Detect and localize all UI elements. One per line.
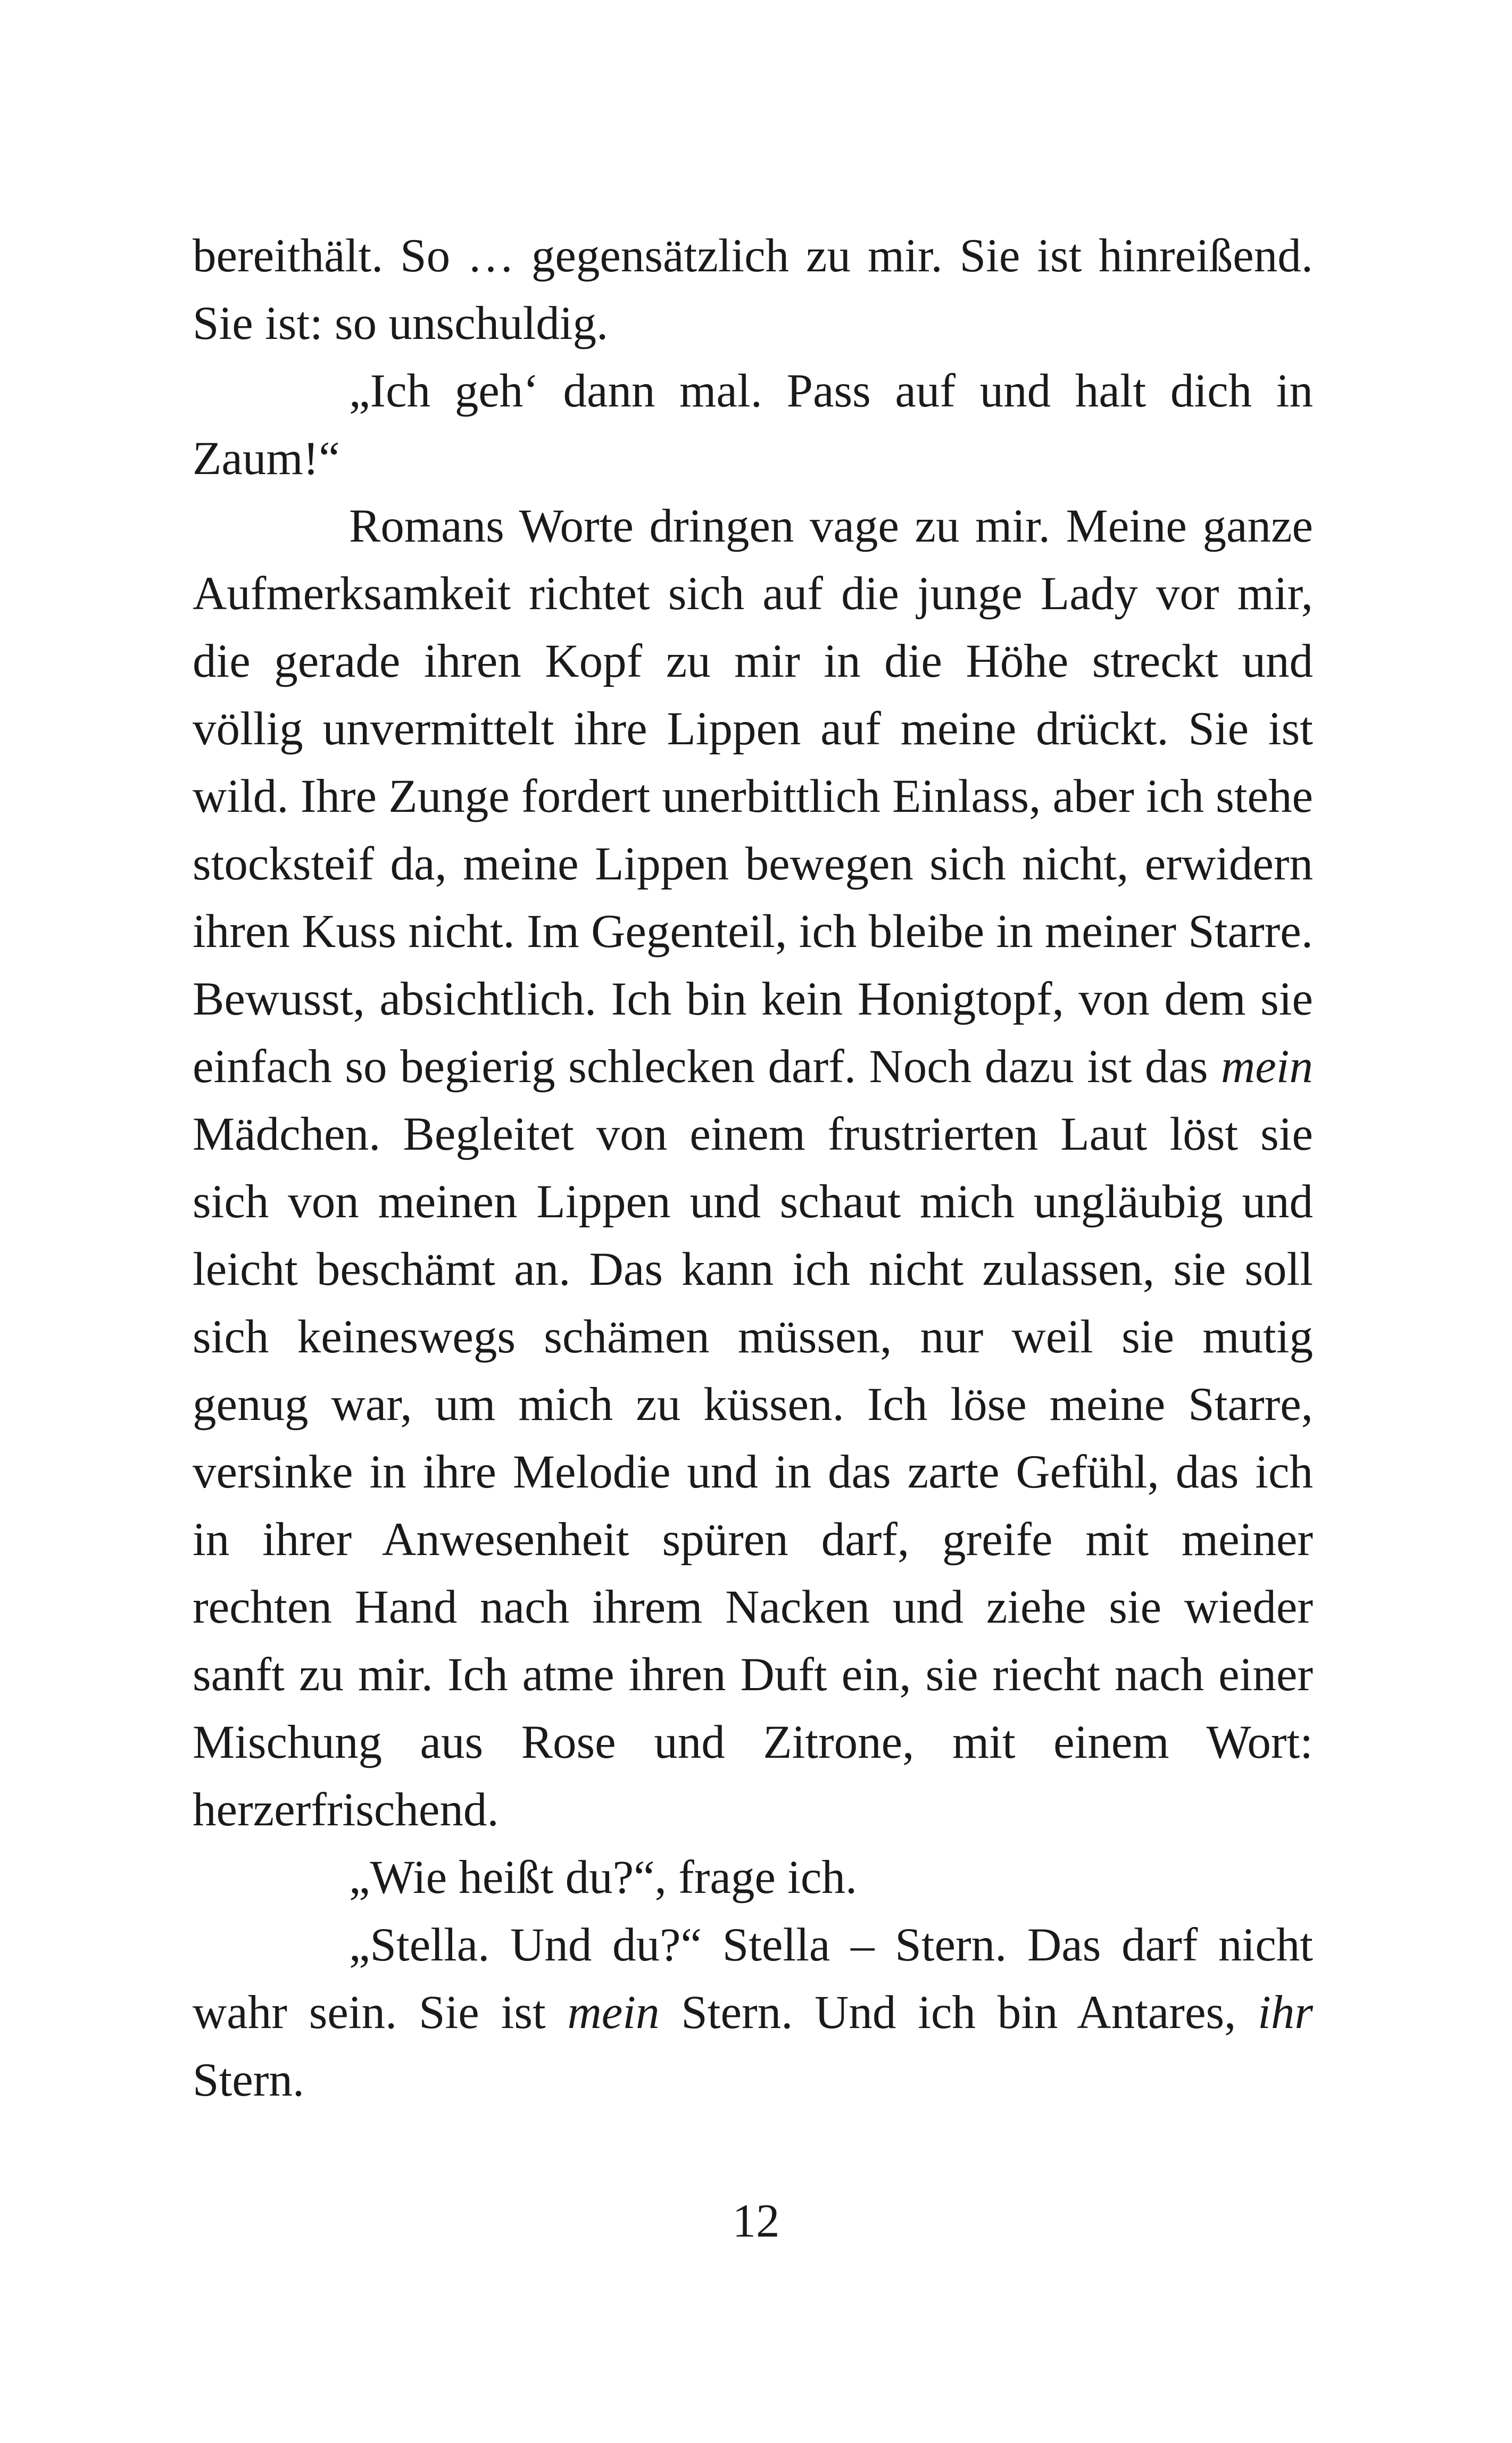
paragraph — [193, 1912, 1313, 2114]
text-run: bereithält. So … gegensätzlich zu mir. Sie ist hinreißend. Sie ist: so unschuldig. — [193, 230, 1313, 350]
emphasis-text: mein — [567, 1987, 660, 2039]
text-run: Stern. Und ich bin Antares, — [659, 1987, 1258, 2039]
text-run: Stern. — [193, 2054, 305, 2106]
page-number: 12 — [732, 2195, 780, 2247]
emphasis-text: ihr — [1258, 1987, 1313, 2039]
text-run: „Ich geh‘ dann mal. Pass auf und halt dich in Zaum!“ — [193, 365, 1313, 485]
text-run: Romans Worte dringen vage zu mir. Meine ganze Aufmerksamkeit richtet sich auf die junge Lady vor mir, die gerade ihren Kopf zu mir in die Höhe streckt und völlig unvermittelt ihre Lippen auf meine drückt. Sie ist wild. Ihre Zunge fordert unerbittlich Einlass, aber ich stehe stocksteif da, meine Lippen bewegen sich nicht, erwidern ihren Kuss nicht. Im Gegenteil, ich bleibe in meiner Starre. Bewusst, absichtlich. Ich bin kein Honigtopf, von dem sie einfach so begierig schlecken darf. Noch dazu ist das — [193, 500, 1313, 1093]
text-run: „Wie heißt du?“, frage ich. — [349, 1851, 858, 1904]
emphasis-text: mein — [1220, 1041, 1313, 1093]
paragraph — [193, 358, 1313, 493]
paragraph — [193, 1844, 1313, 1912]
text-run: Mädchen. Begleitet von einem frustrierten Laut löst sie sich von meinen Lippen und schaut mich ungläubig und leicht beschämt an. Das kann ich nicht zulassen, sie soll sich keineswegs schämen müssen, nur weil sie mutig genug war, um mich zu küssen. Ich löse meine Starre, versinke in ihre Melodie und in das zarte Gefühl, das ich in ihrer Anwesenheit spüren darf, greife mit meiner rechten Hand nach ihrem Nacken und ziehe sie wieder sanft zu mir. Ich atme ihren Duft ein, sie riecht nach einer Mischung aus Rose und Zitrone, mit einem Wort: herzerfrischend. — [193, 1108, 1313, 1836]
paragraph — [193, 493, 1313, 1844]
body-text — [193, 222, 1313, 2114]
text-run: „Stella. Und du?“ Stella – Stern. Das darf nicht wahr sein. Sie ist — [193, 1919, 1313, 2039]
paragraph — [193, 222, 1313, 358]
